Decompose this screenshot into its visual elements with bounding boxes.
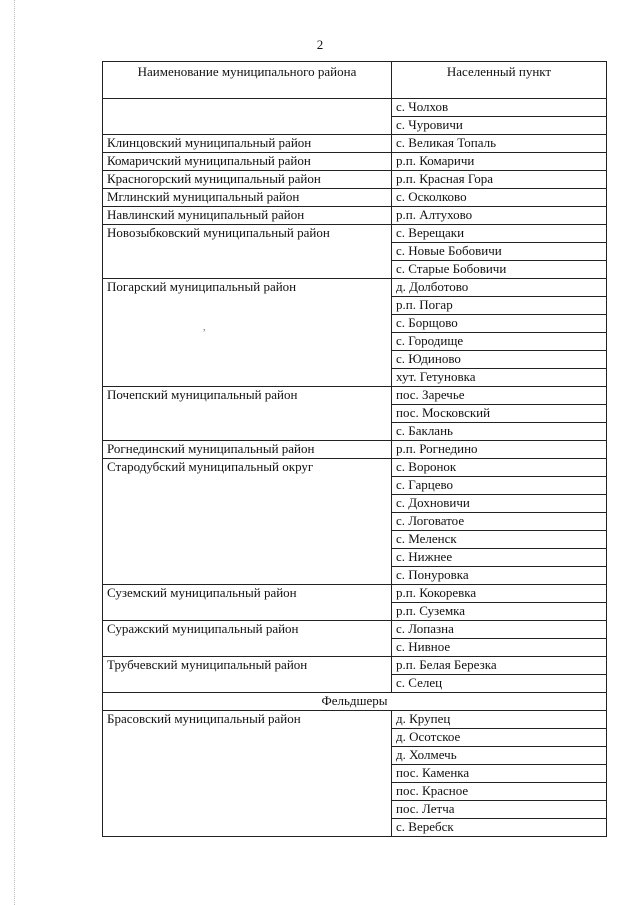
table-row xyxy=(103,711,607,729)
settlement-cell: пос. Московский xyxy=(392,405,607,423)
settlement-cell: с. Баклань xyxy=(392,423,607,441)
table-header-row xyxy=(103,62,607,99)
settlement-cell: с. Меленск xyxy=(392,531,607,549)
settlement-cell: хут. Гетуновка xyxy=(392,369,607,387)
district-cell: Брасовский муниципальный район xyxy=(103,711,392,837)
settlement-cell: р.п. Белая Березка xyxy=(392,657,607,675)
page-number: 2 xyxy=(316,37,324,52)
settlement-cell: с. Понуровка xyxy=(392,567,607,585)
settlement-cell: с. Чолхов xyxy=(392,99,607,117)
settlement-cell: р.п. Суземка xyxy=(392,603,607,621)
settlement-cell: д. Крупец xyxy=(392,711,607,729)
table-row xyxy=(103,153,607,171)
settlement-cell: с. Нижнее xyxy=(392,549,607,567)
table-row xyxy=(103,441,607,459)
settlement-cell: с. Верещаки xyxy=(392,225,607,243)
table-row xyxy=(103,99,607,117)
table-row xyxy=(103,225,607,243)
settlement-cell: р.п. Погар xyxy=(392,297,607,315)
section-row xyxy=(103,693,607,711)
settlement-cell: с. Юдиново xyxy=(392,351,607,369)
settlement-cell: д. Долботово xyxy=(392,279,607,297)
settlement-cell: с. Великая Топаль xyxy=(392,135,607,153)
table-body xyxy=(103,99,607,837)
settlement-cell: с. Воронок xyxy=(392,459,607,477)
district-cell: Суземский муниципальный район xyxy=(103,585,392,621)
table-row xyxy=(103,585,607,603)
settlement-cell: р.п. Алтухово xyxy=(392,207,607,225)
table-row xyxy=(103,189,607,207)
table-row xyxy=(103,621,607,639)
district-cell: Новозыбковский муниципальный район xyxy=(103,225,392,279)
settlement-cell: с. Нивное xyxy=(392,639,607,657)
district-cell xyxy=(103,99,392,135)
header-district: Наименование муниципального района xyxy=(103,62,392,99)
district-cell: Красногорский муниципальный район xyxy=(103,171,392,189)
table-row xyxy=(103,387,607,405)
district-cell: Мглинский муниципальный район xyxy=(103,189,392,207)
district-cell: Стародубский муниципальный округ xyxy=(103,459,392,585)
district-cell: Комаричский муниципальный район xyxy=(103,153,392,171)
settlement-cell: д. Осотское xyxy=(392,729,607,747)
settlement-cell: р.п. Комаричи xyxy=(392,153,607,171)
settlement-cell: пос. Красное xyxy=(392,783,607,801)
settlement-cell: с. Осколково xyxy=(392,189,607,207)
district-cell: Клинцовский муниципальный район xyxy=(103,135,392,153)
settlement-cell: р.п. Красная Гора xyxy=(392,171,607,189)
district-cell: Навлинский муниципальный район xyxy=(103,207,392,225)
district-cell: Трубчевский муниципальный район xyxy=(103,657,392,693)
settlement-cell: пос. Каменка xyxy=(392,765,607,783)
table-row xyxy=(103,207,607,225)
table-row xyxy=(103,459,607,477)
district-cell: Рогнединский муниципальный район xyxy=(103,441,392,459)
district-cell: Погарский муниципальный район xyxy=(103,279,392,387)
settlement-cell: с. Гарцево xyxy=(392,477,607,495)
settlement-cell: с. Новые Бобовичи xyxy=(392,243,607,261)
district-cell: Почепский муниципальный район xyxy=(103,387,392,441)
settlements-table xyxy=(102,61,607,837)
settlement-cell: с. Логоватое xyxy=(392,513,607,531)
settlement-cell: с. Чуровичи xyxy=(392,117,607,135)
district-cell: Суражский муниципальный район xyxy=(103,621,392,657)
header-settlement: Населенный пункт xyxy=(392,62,607,99)
settlement-cell: с. Борщово xyxy=(392,315,607,333)
settlement-cell: с. Старые Бобовичи xyxy=(392,261,607,279)
settlement-cell: с. Селец xyxy=(392,675,607,693)
settlement-cell: пос. Летча xyxy=(392,801,607,819)
stray-mark: , xyxy=(203,322,206,333)
margin-line xyxy=(14,0,16,905)
table-row xyxy=(103,657,607,675)
table-row xyxy=(103,171,607,189)
table-row xyxy=(103,279,607,297)
settlement-cell: с. Городище xyxy=(392,333,607,351)
settlement-cell: с. Дохновичи xyxy=(392,495,607,513)
settlement-cell: р.п. Рогнедино xyxy=(392,441,607,459)
settlement-cell: с. Лопазна xyxy=(392,621,607,639)
section-title: Фельдшеры xyxy=(103,693,607,711)
settlement-cell: пос. Заречье xyxy=(392,387,607,405)
settlement-cell: с. Веребск xyxy=(392,819,607,837)
settlement-cell: р.п. Кокоревка xyxy=(392,585,607,603)
table-row xyxy=(103,135,607,153)
settlement-cell: д. Холмечь xyxy=(392,747,607,765)
